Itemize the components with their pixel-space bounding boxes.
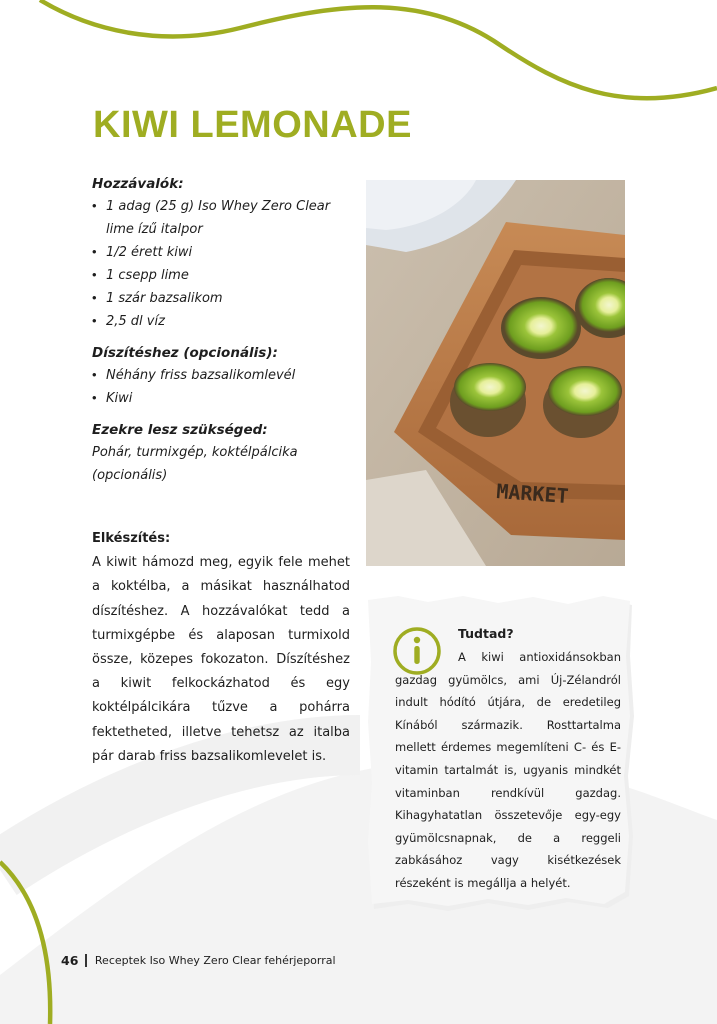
method-text: A kiwit hámozd meg, egyik fele mehet a koktélba, a másikat használhatod díszítéshez. A hozzávalókat tedd a turmixgépbe és alaposan turmixold össze, közepes fokozaton. Díszítéshez a kiwit felkockázhatod és egy koktélpálcikára tűzve a pohárra fektetheted, illetve tehetsz az italba pár darab friss bazsalikomlevelet is. [92, 555, 350, 764]
tip-text: A kiwi antioxidánsokban gazdag gyümölcs, ami Új-Zélandról indult hódító útjára, de eredetileg Kínából származik. Rosttartalma mellett érdemes megemlíteni C- és E-vitamin tartalmát is, ugyanis mindkét vitaminban rendkívül gazdag. Kihagyhatatlan összetevője egy-egy gyümölcsnapnak, de a reggeli zabkásához vagy kisétkezések részeként is megállja a helyét. [395, 650, 621, 890]
tools-heading: Ezekre lesz szükséged: [92, 422, 268, 438]
tip-title: Tudtad? [458, 626, 514, 641]
list-item: • 1/2 érett kiwi [92, 241, 362, 264]
decoration-list [92, 364, 362, 410]
list-item: • 1 szár bazsalikom [92, 287, 362, 310]
tools-text: Pohár, turmixgép, koktélpálcika (opcionális) [92, 445, 298, 483]
page-footer [61, 953, 336, 968]
method-section [92, 527, 350, 769]
list-item: • 1 adag (25 g) Iso Whey Zero Clear lime ízű italpor [92, 195, 362, 241]
recipe-title: KIWI LEMONADE [93, 104, 412, 146]
kiwi-photo [366, 180, 625, 566]
tip-box [368, 596, 636, 914]
page-number: 46 [61, 953, 79, 968]
method-heading: Elkészítés: [92, 531, 171, 546]
tray-text: MARKET [495, 479, 570, 509]
list-item: • 1 csepp lime [92, 264, 362, 287]
list-item: • 2,5 dl víz [92, 310, 362, 333]
footer-divider [85, 954, 87, 967]
ingredients-heading: Hozzávalók: [92, 176, 184, 192]
decoration-heading: Díszítéshez (opcionális): [92, 345, 278, 361]
ingredients-list [92, 195, 362, 333]
footer-text: Receptek Iso Whey Zero Clear fehérjeporral [94, 954, 336, 967]
recipe-details [92, 176, 362, 487]
list-item: • Néhány friss bazsalikomlevél [92, 364, 362, 387]
list-item: • Kiwi [92, 387, 362, 410]
